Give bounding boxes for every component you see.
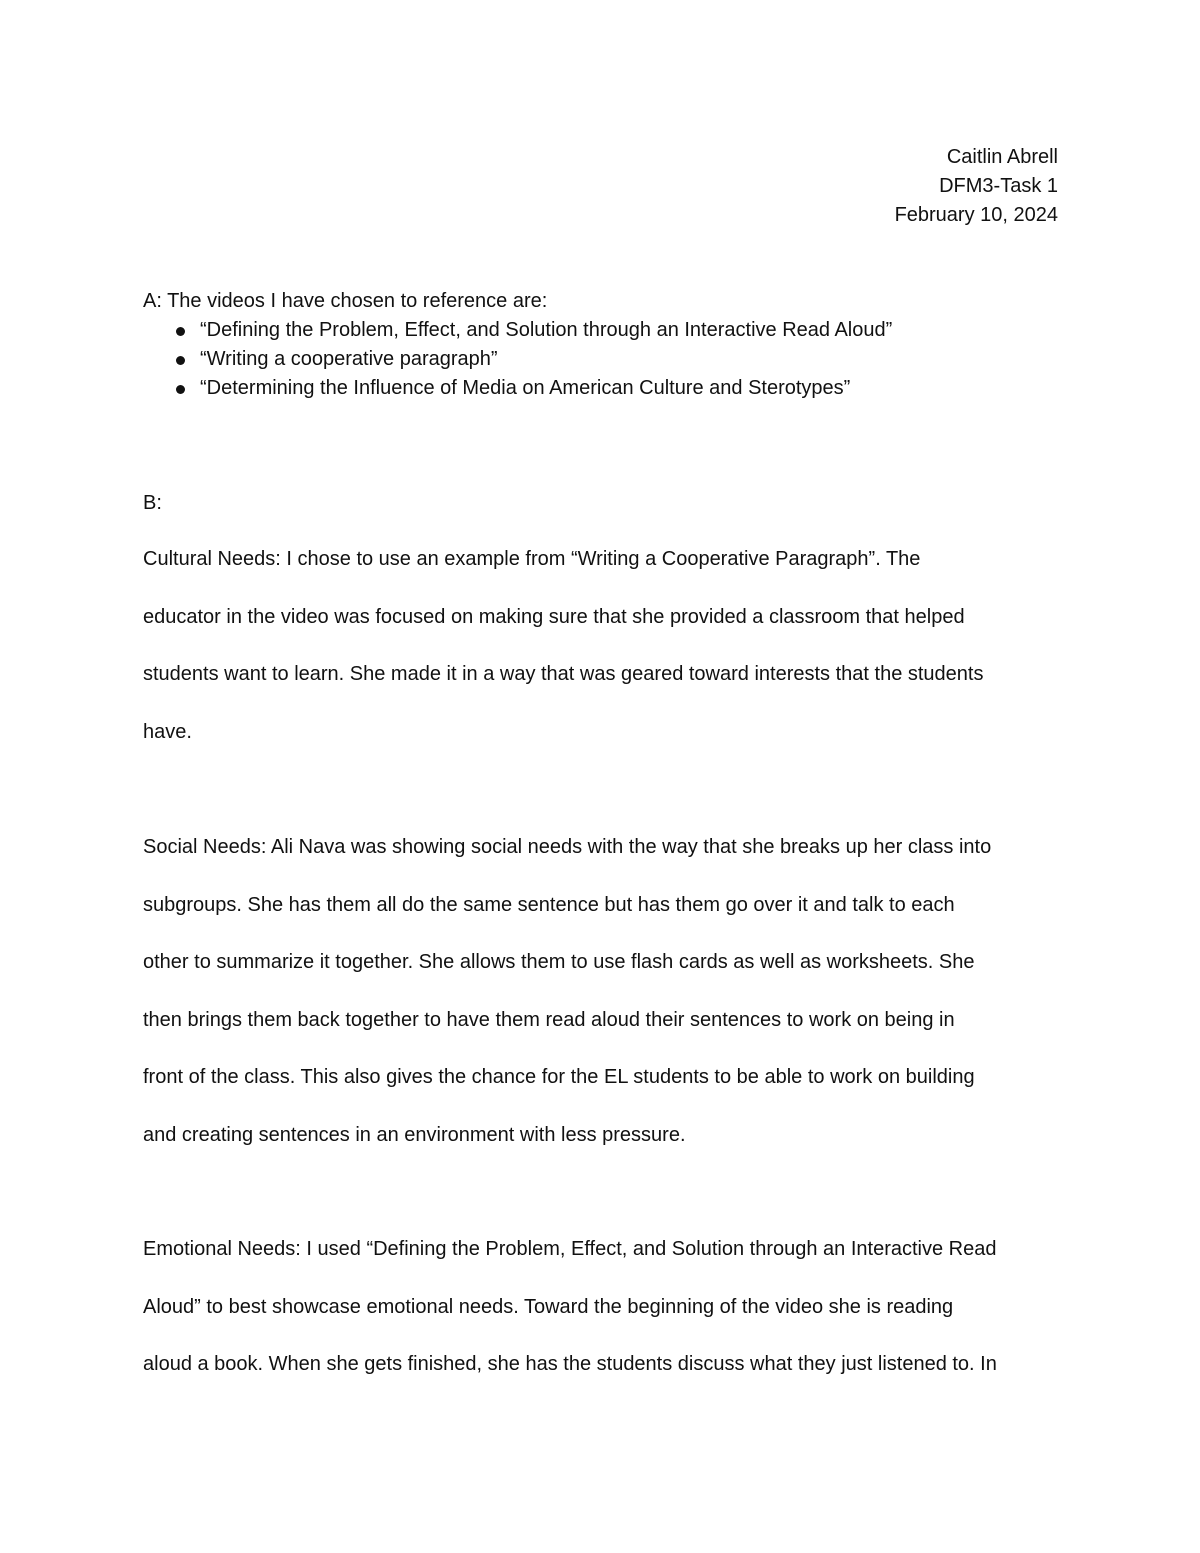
bullet-icon <box>176 356 185 365</box>
paragraph-line: front of the class. This also gives the chance for the EL students to be able to work on building <box>143 1066 975 1088</box>
bullet-icon <box>176 327 185 336</box>
paragraph-line: Aloud” to best showcase emotional needs. Toward the beginning of the video she is reading <box>143 1295 954 1318</box>
video-title: “Writing a cooperative paragraph” <box>200 348 498 370</box>
video-title: “Defining the Problem, Effect, and Solution through an Interactive Read Aloud” <box>200 319 893 341</box>
video-list <box>143 316 1063 403</box>
paragraph-line: educator in the video was focused on making sure that she provided a classroom that helped <box>143 605 965 628</box>
social-needs-paragraph <box>143 833 1063 1178</box>
paragraph-line: students want to learn. She made it in a way that was geared toward interests that the students <box>143 663 984 685</box>
list-item <box>143 345 1063 374</box>
author-name: Caitlin Abrell <box>946 146 1058 168</box>
video-title: “Determining the Influence of Media on American Culture and Sterotypes” <box>200 377 851 399</box>
course-task: DFM3-Task 1 <box>939 175 1058 197</box>
cultural-needs-paragraph <box>143 545 1063 775</box>
section-b-label: B: <box>143 492 162 514</box>
paragraph-line: subgroups. She has them all do the same sentence but has them go over it and talk to each <box>143 893 955 916</box>
paragraph-line: Cultural Needs: I chose to use an example from “Writing a Cooperative Paragraph”. The <box>143 548 921 570</box>
bullet-icon <box>176 385 185 394</box>
paragraph-line: other to summarize it together. She allows them to use flash cards as well as worksheets. She <box>143 951 975 973</box>
section-a <box>143 287 1063 403</box>
emotional-needs-paragraph <box>143 1235 1063 1408</box>
section-a-intro: A: The videos I have chosen to reference are: <box>143 290 548 312</box>
paragraph-line: and creating sentences in an environment with less pressure. <box>143 1123 686 1146</box>
author-header <box>895 143 1058 230</box>
list-item <box>143 374 1063 403</box>
paragraph-line: Emotional Needs: I used “Defining the Problem, Effect, and Solution through an Interactive Read <box>143 1238 997 1260</box>
paragraph-line: have. <box>143 720 192 743</box>
paragraph-line: Social Needs: Ali Nava was showing social needs with the way that she breaks up her class into <box>143 836 992 858</box>
list-item <box>143 316 1063 345</box>
document-date: February 10, 2024 <box>894 204 1058 226</box>
paragraph-line: then brings them back together to have them read aloud their sentences to work on being in <box>143 1008 955 1031</box>
paragraph-line: aloud a book. When she gets finished, she has the students discuss what they just listened to. In <box>143 1353 997 1375</box>
